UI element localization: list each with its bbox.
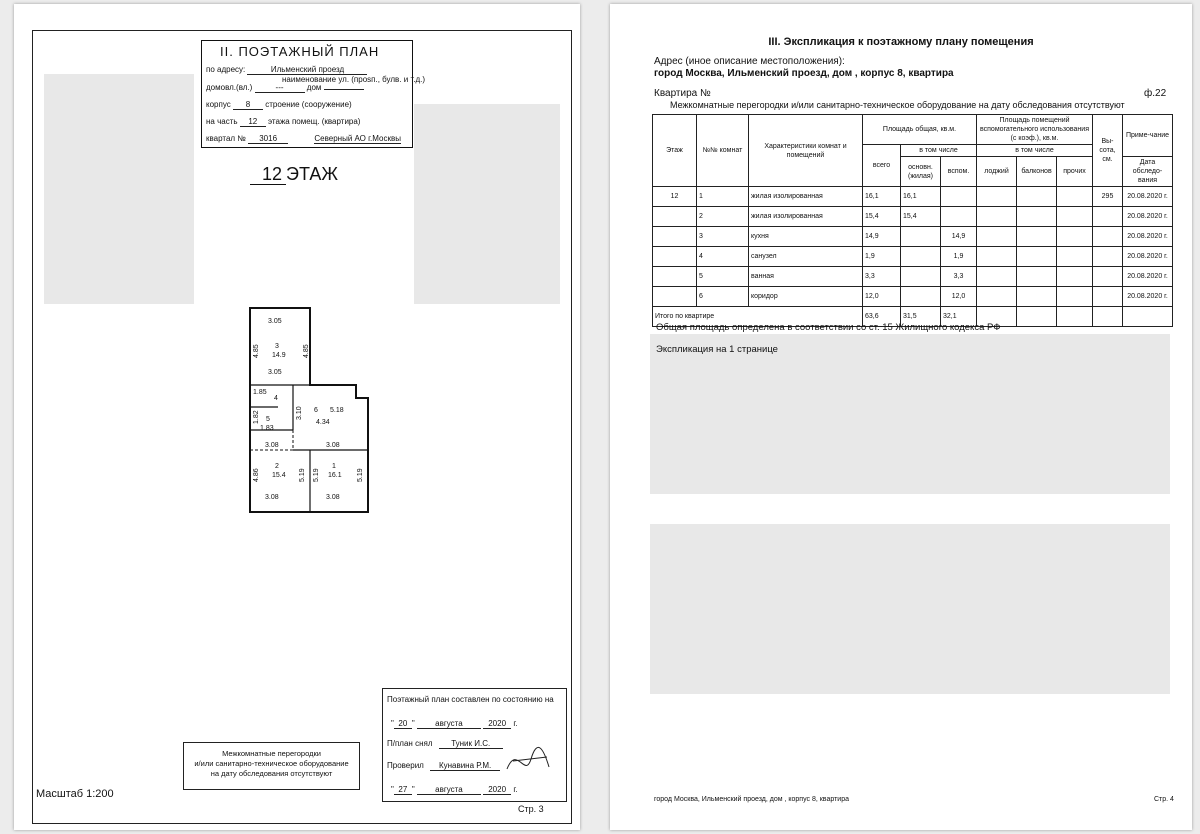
cell-aux [941,187,977,207]
cell-aux [941,207,977,227]
room-id: 5 [266,416,270,423]
cell-total: 16,1 [863,187,901,207]
cell-date [1123,307,1173,327]
room-id: 1 [332,463,336,470]
dim-text: 5.19 [357,468,364,482]
dim-text: 1.85 [253,389,267,396]
korpus-row [206,100,352,110]
floor-number: 12 [250,164,286,185]
cell-char: жилая изолированная [749,187,863,207]
cell-balcony [1017,287,1057,307]
header-total: всего [863,145,901,187]
show-through-table-lower [650,524,1170,694]
room-id: 4 [274,395,278,402]
dim-text: 4.85 [253,344,260,358]
room-area: 15.4 [272,472,286,479]
cell-aux: 1,9 [941,247,977,267]
day: 27 [394,785,412,795]
partition-line: Межкомнатные перегородки и/или санитарно-техническое оборудование на дату обследования отсутствуют [670,100,1125,110]
day: 20 [394,719,412,729]
cell-total: 3,3 [863,267,901,287]
total-main: 31,5 [901,307,941,327]
note-line: на дату обследования отсутствуют [210,769,333,778]
cell-loggia [977,187,1017,207]
dim-text: 5.19 [299,468,306,482]
table-row [653,247,1173,267]
dim-text: 3.10 [296,406,303,420]
dim-text: 3.05 [268,318,282,325]
table-row [653,227,1173,247]
year-suffix: г. [513,785,518,794]
total-aux: 32,1 [941,307,977,327]
cell-balcony [1017,207,1057,227]
cell-other [1057,187,1093,207]
header-survey-date: Дата обследо-вания [1123,157,1173,187]
dim-text: 3.08 [265,442,279,449]
district: Северный АО г.Москвы [314,134,401,143]
drawn-label: П/план снял [387,739,433,748]
cell-balcony [1017,267,1057,287]
title-box [201,40,425,148]
cell-aux: 14,9 [941,227,977,247]
cell-floor [653,267,697,287]
cell-loggia [977,287,1017,307]
cell-floor [653,247,697,267]
address-label: Адрес (иное описание местоположения): [654,56,845,67]
domovl-value: --- [255,83,305,93]
year-suffix: г. [513,719,518,728]
cell-total: 1,9 [863,247,901,267]
show-through-table-right [414,104,560,304]
apartment-label: Квартира № [654,88,711,99]
room-area: 4.34 [316,419,330,426]
floor-plan-page [14,4,580,830]
header-height: Вы-сота, см. [1093,115,1123,187]
cell-char: санузел [749,247,863,267]
cell-date: 20.08.2020 г. [1123,267,1173,287]
korpus-value: 8 [233,100,263,110]
dim-text: 3.05 [268,369,282,376]
cell-char: ванная [749,267,863,287]
cell-loggia [977,247,1017,267]
header-area-total: Площадь общая, кв.м. [863,115,977,145]
dom-value [324,89,364,90]
header-aux: вспом. [941,157,977,187]
cell-room: 1 [697,187,749,207]
cell-char: кухня [749,227,863,247]
domovl-label: домовл.(вл.) [206,83,253,92]
header-incl-2: в том числе [977,145,1093,157]
stroenie-label: строение (сооружение) [265,100,352,109]
header-other: прочих [1057,157,1093,187]
cell-height [1093,247,1123,267]
year: 2020 [483,785,511,795]
page-number: Стр. 3 [518,804,544,814]
date-row: " 20 " августа 2020 г. [391,719,518,728]
header-characteristics: Характеристики комнат и помещений [749,115,863,187]
floor-label [250,164,338,185]
table-row [653,207,1173,227]
table-row [653,267,1173,287]
dim-text: 3.08 [326,494,340,501]
cell-room: 4 [697,247,749,267]
cell-height [1093,307,1123,327]
room-id: 6 [314,407,318,414]
address-hint: наименование ул. (прosп., булв. и т.д.) [282,75,425,84]
outer-wall [250,308,368,512]
dim-text: 5.18 [330,407,344,414]
total-label: Итого по квартире [653,307,863,327]
plan-heading: II. ПОЭТАЖНЫЙ ПЛАН [220,44,380,59]
table-row [653,287,1173,307]
cell-loggia [977,267,1017,287]
cell-height: 295 [1093,187,1123,207]
header-floor: Этаж [653,115,697,187]
address-label: по адресу: [206,65,246,74]
cell-char: жилая изолированная [749,207,863,227]
korpus-label: корпус [206,100,231,109]
total-note: Общая площадь определена в соответствии со ст. 15 Жилищного кодекса РФ [656,322,1001,333]
stamp-box [382,688,567,802]
checked-label: Проверил [387,761,424,770]
date-row-2: " 27 " августа 2020 г. [391,785,518,794]
kvartal-label: квартал № [206,134,246,143]
dim-text: 5.19 [313,468,320,482]
total-area: 63,6 [863,307,901,327]
kvartal-value: 3016 [248,134,288,144]
floor-plan-drawing [238,300,388,522]
cell-balcony [1017,247,1057,267]
cell-floor [653,207,697,227]
cell-main [901,227,941,247]
month: августа [417,785,481,795]
cell-balcony [1017,187,1057,207]
page-number: Стр. 4 [1154,796,1174,803]
cell-date: 20.08.2020 г. [1123,287,1173,307]
header-main: основн. (жилая) [901,157,941,187]
cell-loggia [977,207,1017,227]
cell-height [1093,267,1123,287]
cell-other [1057,247,1093,267]
cell-height [1093,287,1123,307]
cell-height [1093,227,1123,247]
cell-main [901,247,941,267]
explication-table [652,114,1173,327]
cell-room: 2 [697,207,749,227]
dim-text: 1.82 [253,410,260,424]
cell-aux: 12,0 [941,287,977,307]
header-area-aux: Площадь помещений вспомогательного использования (с коэф.), кв.м. [977,115,1093,145]
domovl-row [206,83,364,93]
room-id: 2 [275,463,279,470]
kvartal-row [206,134,401,144]
cell-date: 20.08.2020 г. [1123,247,1173,267]
header-room-no: №№ комнат [697,115,749,187]
cell-total: 14,9 [863,227,901,247]
cell-date: 20.08.2020 г. [1123,227,1173,247]
etazh-label: этажа помещ. (квартира) [268,117,361,126]
cell-room: 5 [697,267,749,287]
cell-height [1093,207,1123,227]
dim-text: 4.86 [253,468,260,482]
cell-main [901,267,941,287]
cell-other [1057,267,1093,287]
room-area: 14.9 [272,352,286,359]
address-value: город Москва, Ильменский проезд, дом , корпус 8, квартира [654,68,954,79]
header-balcony: балконов [1017,157,1057,187]
drawn-row [387,739,503,749]
show-through-table [44,74,194,304]
address-value: Ильменский проезд [247,65,367,75]
explication-title: III. Экспликация к поэтажному плану помещения [768,36,1034,48]
header-incl: в том числе [901,145,977,157]
cell-main [901,287,941,307]
note-line: и/или санитарно-техническое оборудование [194,759,349,768]
cell-main: 16,1 [901,187,941,207]
cell-date: 20.08.2020 г. [1123,187,1173,207]
cell-aux: 3,3 [941,267,977,287]
cell-date: 20.08.2020 г. [1123,207,1173,227]
cell-other [1057,287,1093,307]
note-line: Межкомнатные перегородки [222,749,321,758]
checked-row [387,761,500,771]
cell-other [1057,207,1093,227]
year: 2020 [483,719,511,729]
room-id: 3 [275,343,279,350]
dim-text: 3.08 [326,442,340,449]
dim-text: 3.08 [265,494,279,501]
partition-note [183,742,360,790]
header-note: Приме-чание [1123,115,1173,157]
cell-room: 6 [697,287,749,307]
cell-other [1057,307,1093,327]
cell-other [1057,227,1093,247]
na-chast-label: на часть [206,117,238,126]
dim-text: 4.85 [303,344,310,358]
state-line: Поэтажный план составлен по состоянию на [387,695,554,704]
table-row [653,187,1173,207]
cell-loggia [977,227,1017,247]
drawn-name: Туник И.С. [439,739,503,749]
header-loggia: лоджий [977,157,1017,187]
page-footer: город Москва, Ильменский проезд, дом , корпус 8, квартира [654,796,849,803]
floor-value: 12 [240,117,266,127]
signature-icon [503,739,555,781]
room-area: 16.1 [328,472,342,479]
month: августа [417,719,481,729]
cell-floor [653,227,697,247]
cell-main: 15,4 [901,207,941,227]
cell-floor [653,287,697,307]
cell-floor: 12 [653,187,697,207]
cell-total: 15,4 [863,207,901,227]
address-row [206,65,367,75]
cell-room: 3 [697,227,749,247]
dim-text: 1.83 [260,425,274,432]
floor-row [206,117,360,127]
dom-label: дом [306,83,322,92]
cell-balcony [1017,227,1057,247]
pages-note: Экспликация на 1 странице [656,344,778,355]
cell-balcony [1017,307,1057,327]
cell-total: 12,0 [863,287,901,307]
explication-page [610,4,1192,830]
cell-char: коридор [749,287,863,307]
form-code: ф.22 [1144,88,1167,99]
scale-label: Масштаб 1:200 [36,788,114,800]
show-through-table [650,334,1170,494]
floor-word: ЭТАЖ [286,164,338,184]
checked-name: Кунавина Р.М. [430,761,500,771]
